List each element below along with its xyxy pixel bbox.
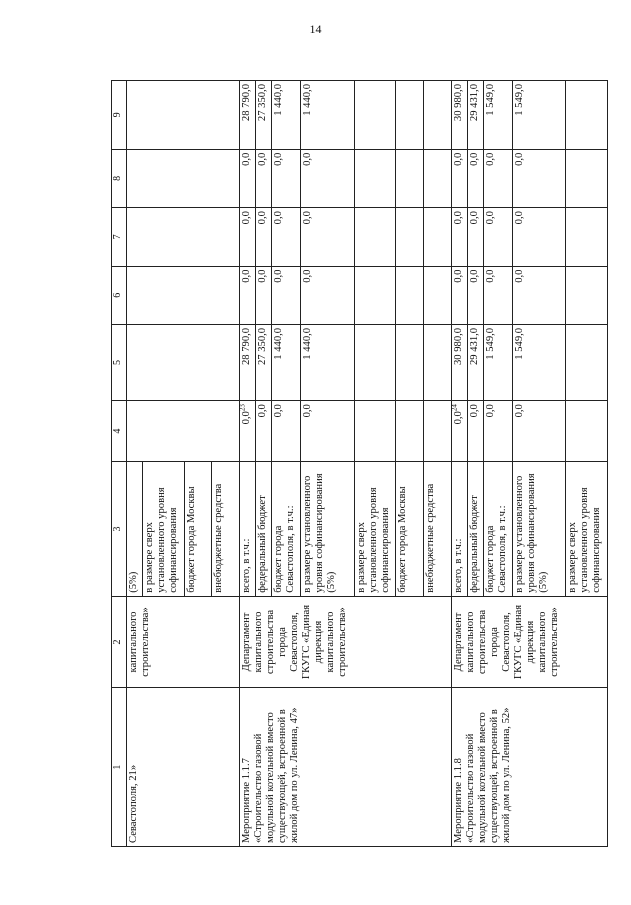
funding-source: федеральный бюджет bbox=[256, 462, 272, 597]
value-cell: 29 431,0 bbox=[467, 81, 483, 150]
value-cell: 0,0 bbox=[272, 208, 301, 266]
value-cell: $0,0^{24}$ bbox=[451, 401, 467, 462]
value-cell: 0,0 bbox=[240, 266, 256, 324]
value-cell: 0,0 bbox=[512, 266, 565, 324]
value-cell: 0,0 bbox=[240, 208, 256, 266]
col-header: 9 bbox=[112, 81, 127, 150]
executor: Департамент капитального строительства города Севастополя, ГКУГС «Единая дирекция капитального строительства» bbox=[451, 596, 607, 687]
footnote-ref: 23 bbox=[238, 404, 247, 412]
col-header: 3 bbox=[112, 462, 127, 597]
value-cell: 0,0 bbox=[451, 149, 467, 207]
funding-source: в размере установленного уровня софинансирования (5%) bbox=[301, 462, 354, 597]
value-cell: 28 790,0 bbox=[240, 81, 256, 150]
event-name: Мероприятие 1.1.7 «Строительство газовой модульной котельной вместо существующей, встроенной в жилой дом по ул. Ленина, 47» bbox=[240, 688, 452, 847]
value-cell: 0,0 bbox=[272, 266, 301, 324]
funding-source: бюджет города Москвы bbox=[184, 462, 212, 597]
value-cell: 0,0 bbox=[256, 208, 272, 266]
value-cell: 1 549,0 bbox=[512, 81, 565, 150]
value-cell: 0,0 bbox=[483, 149, 512, 207]
table-row bbox=[127, 81, 143, 847]
event-name: Севастополя, 21» bbox=[127, 688, 240, 847]
table-row bbox=[240, 81, 256, 847]
value-cell: 0,0 bbox=[483, 266, 512, 324]
value-cell: 0,0 bbox=[451, 208, 467, 266]
value-cell: 1 440,0 bbox=[272, 81, 301, 150]
value-cell: 0,0 bbox=[256, 266, 272, 324]
rotated-table-container bbox=[111, 80, 608, 847]
col-header: 2 bbox=[112, 596, 127, 687]
value-cell: 0,0 bbox=[272, 401, 301, 462]
funding-source: (5%) bbox=[127, 462, 143, 597]
funding-source: федеральный бюджет bbox=[467, 462, 483, 597]
value-cell: 0,0 bbox=[512, 401, 565, 462]
col-header: 8 bbox=[112, 149, 127, 207]
value-cell: 0,0 bbox=[272, 149, 301, 207]
funding-source: в размере сверх установленного уровня софинансирования bbox=[566, 462, 608, 597]
value-cell: 0,0 bbox=[483, 401, 512, 462]
funding-source: в размере установленного уровня софинансирования (5%) bbox=[512, 462, 565, 597]
value-cell: 29 431,0 bbox=[467, 324, 483, 400]
col-header: 5 bbox=[112, 324, 127, 400]
value-cell: 1 549,0 bbox=[512, 324, 565, 400]
col-header: 1 bbox=[112, 688, 127, 847]
value-cell: 0,0 bbox=[256, 401, 272, 462]
value-cell: 0,0 bbox=[467, 266, 483, 324]
value-cell: 27 350,0 bbox=[256, 81, 272, 150]
value-cell: 0,0 bbox=[451, 266, 467, 324]
value-cell: 1 440,0 bbox=[301, 81, 354, 150]
executor: капитального строительства» bbox=[127, 596, 240, 687]
value-cell: 0,0 bbox=[512, 208, 565, 266]
value-cell: 0,0 bbox=[467, 149, 483, 207]
financing-table bbox=[111, 80, 608, 847]
value-cell: 30 980,0 bbox=[451, 324, 467, 400]
value-cell: 1 549,0 bbox=[483, 324, 512, 400]
value-cell: 0,0 bbox=[467, 401, 483, 462]
col-header: 7 bbox=[112, 208, 127, 266]
funding-source: в размере сверх установленного уровня софинансирования bbox=[143, 462, 185, 597]
page-number: 14 bbox=[309, 22, 322, 36]
value-cell: 0,0 bbox=[467, 208, 483, 266]
value-cell: 0,0 bbox=[301, 208, 354, 266]
value-cell: 1 549,0 bbox=[483, 81, 512, 150]
value-cell: 0,0 bbox=[256, 149, 272, 207]
value-cell: 30 980,0 bbox=[451, 81, 467, 150]
footnote-ref: 24 bbox=[450, 404, 459, 412]
value-cell: 28 790,0 bbox=[240, 324, 256, 400]
funding-source: внебюджетные средства bbox=[424, 462, 452, 597]
col-header: 4 bbox=[112, 401, 127, 462]
value-cell: 1 440,0 bbox=[301, 324, 354, 400]
table-row bbox=[451, 81, 467, 847]
value-cell: 0,0 bbox=[301, 149, 354, 207]
value-cell: 27 350,0 bbox=[256, 324, 272, 400]
col-header: 6 bbox=[112, 266, 127, 324]
value-cell: 0,0 bbox=[301, 266, 354, 324]
funding-source: всего, в т.ч.: bbox=[240, 462, 256, 597]
value-cell: $0,0^{23}$ bbox=[240, 401, 256, 462]
funding-source: всего, в т.ч.: bbox=[451, 462, 467, 597]
header-row bbox=[112, 81, 127, 847]
funding-source: бюджет города Москвы bbox=[396, 462, 424, 597]
executor: Департамент капитального строительства города Севастополя, ГКУГС «Единая дирекция капитального строительства» bbox=[240, 596, 452, 687]
value-cell: 0,0 bbox=[301, 401, 354, 462]
event-name: Мероприятие 1.1.8 «Строительство газовой модульной котельной вместо существующей, встроенной в жилой дом по ул. Ленина, 52» bbox=[451, 688, 607, 847]
funding-source: внебюджетные средства bbox=[212, 462, 240, 597]
value-cell: 0,0 bbox=[483, 208, 512, 266]
value-cell: 0,0 bbox=[512, 149, 565, 207]
funding-source: бюджет города Севастополя, в т.ч.: bbox=[483, 462, 512, 597]
value-cell: 0,0 bbox=[240, 149, 256, 207]
funding-source: бюджет города Севастополя, в т.ч.: bbox=[272, 462, 301, 597]
value-cell: 1 440,0 bbox=[272, 324, 301, 400]
funding-source: в размере сверх установленного уровня софинансирования bbox=[354, 462, 396, 597]
